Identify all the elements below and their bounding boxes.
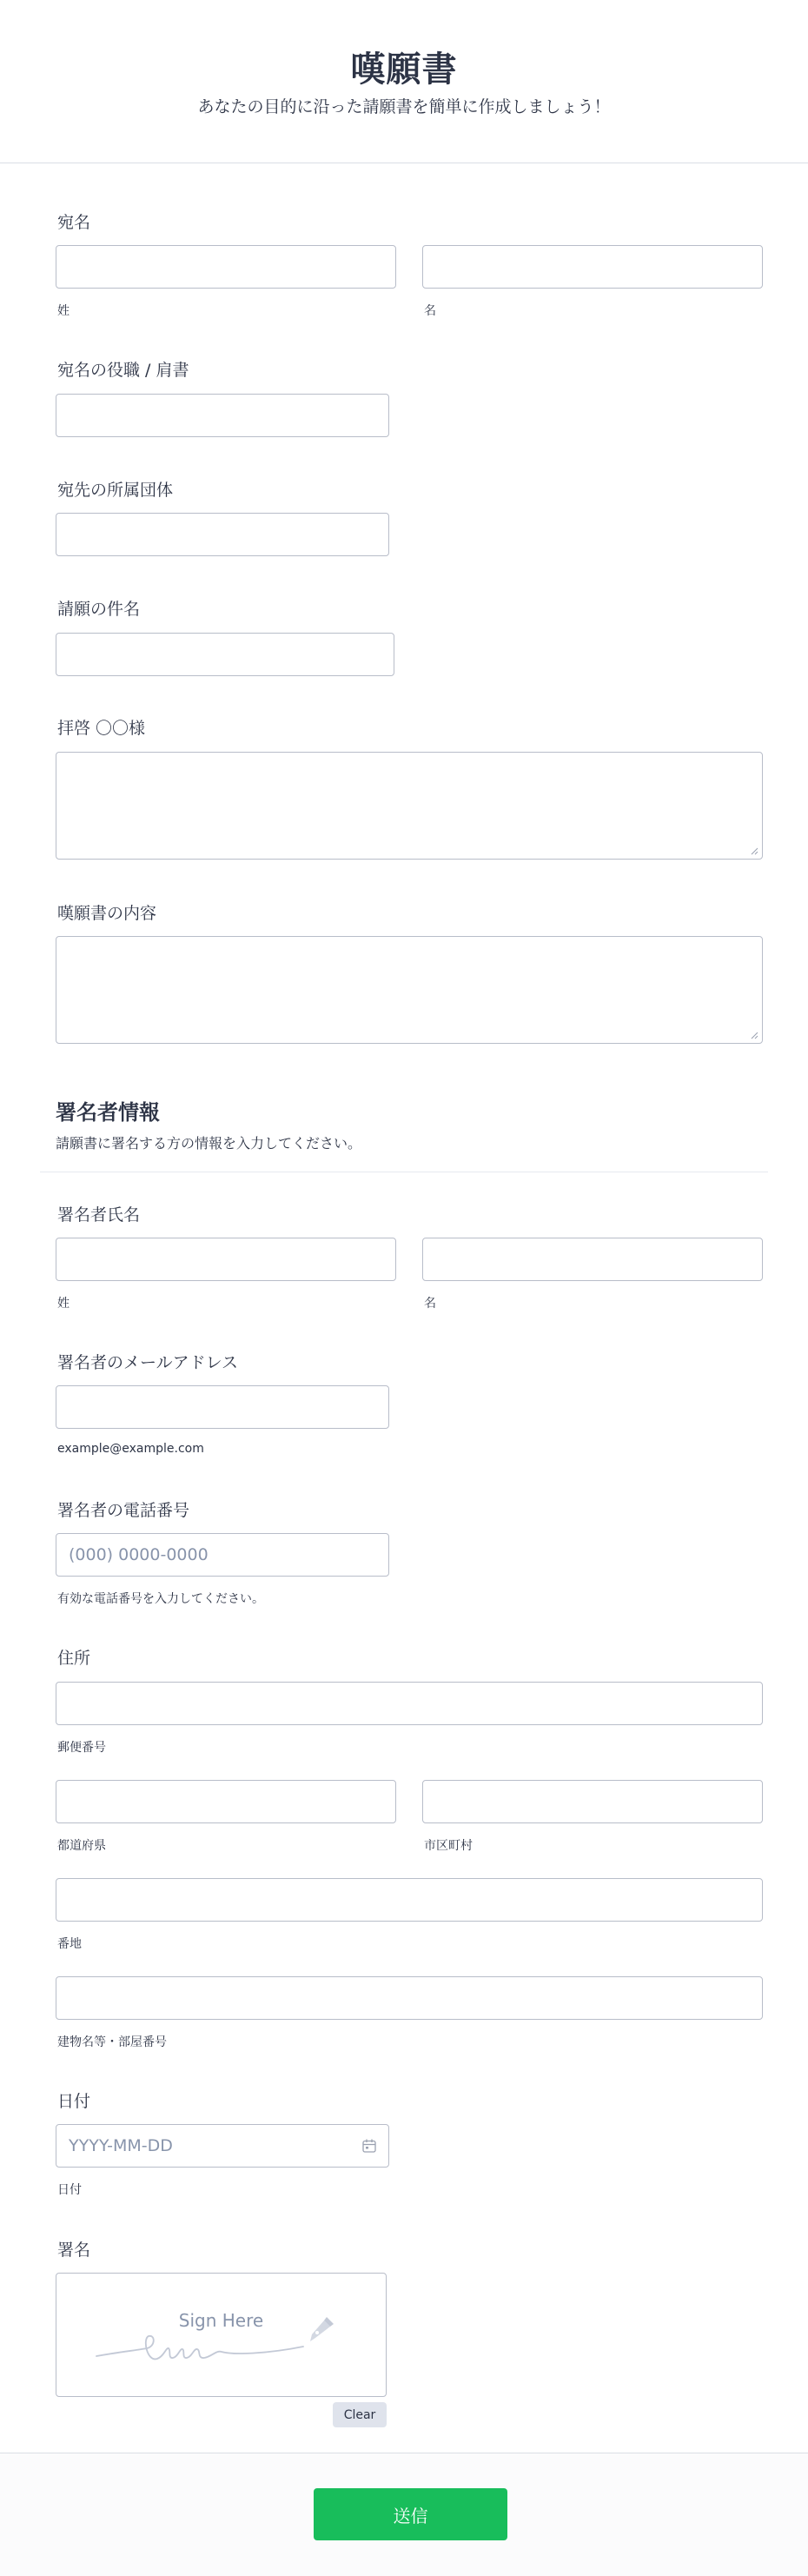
resize-handle-icon[interactable] [750,846,758,855]
signer-section-description: 請願書に署名する方の情報を入力してください。 [56,1135,362,1152]
address-label: 住所 [57,1649,91,1668]
city-input[interactable] [422,1780,763,1823]
date-label: 日付 [57,2092,91,2111]
form-header [0,0,808,163]
calendar-icon[interactable] [361,2138,377,2154]
date-input[interactable] [56,2124,389,2168]
salutation-label: 拝啓 〇〇様 [57,719,146,738]
prefecture-sublabel: 都道府県 [57,1839,106,1853]
form-title: 嘆願書 [350,50,458,90]
recipient-org-input[interactable] [56,513,389,556]
pen-nib-icon [303,2312,338,2347]
resize-handle-icon[interactable] [750,1031,758,1039]
signer-first-name-input[interactable] [422,1238,763,1281]
content-label: 嘆願書の内容 [57,904,157,923]
signature-label: 署名 [57,2241,91,2260]
building-sublabel: 建物名等・部屋番号 [57,2035,167,2049]
street-sublabel: 番地 [57,1937,82,1951]
recipient-last-sublabel: 姓 [57,304,70,318]
signer-section-title: 署名者情報 [56,1100,160,1125]
date-sublabel: 日付 [57,2183,82,2197]
signer-phone-sublabel: 有効な電話番号を入力してください。 [57,1592,264,1606]
form-subtitle: あなたの目的に沿った請願書を簡単に作成しましょう！ [197,97,611,116]
subject-input[interactable] [56,633,394,676]
signer-email-label: 署名者のメールアドレス [57,1353,239,1372]
building-input[interactable] [56,1976,763,2020]
recipient-title-input[interactable] [56,394,389,437]
prefecture-input[interactable] [56,1780,396,1823]
signer-email-sublabel: example@example.com [57,1442,204,1456]
recipient-first-name-input[interactable] [422,245,763,289]
recipient-org-label: 宛先の所属団体 [57,481,174,500]
signer-first-sublabel: 名 [424,1297,436,1311]
recipient-label: 宛名 [57,213,91,232]
postal-code-input[interactable] [56,1682,763,1725]
signature-prompt: Sign Here [178,2310,264,2331]
content-textarea[interactable] [56,936,763,1044]
signer-email-input[interactable] [56,1385,389,1429]
recipient-last-name-input[interactable] [56,245,396,289]
signature-clear-button[interactable]: Clear [333,2402,387,2427]
signer-last-sublabel: 姓 [57,1297,70,1311]
signer-phone-label: 署名者の電話番号 [57,1501,190,1520]
signer-name-label: 署名者氏名 [57,1205,141,1225]
signature-pad[interactable] [56,2273,387,2397]
street-input[interactable] [56,1878,763,1922]
salutation-textarea[interactable] [56,752,763,860]
recipient-title-label: 宛名の役職 / 肩書 [57,361,189,380]
city-sublabel: 市区町村 [424,1839,473,1853]
postal-code-sublabel: 郵便番号 [57,1741,106,1755]
signer-last-name-input[interactable] [56,1238,396,1281]
subject-label: 請願の件名 [57,600,141,619]
signer-phone-input[interactable] [56,1533,389,1577]
submit-button[interactable]: 送信 [314,2488,507,2540]
recipient-first-sublabel: 名 [424,304,436,318]
form-footer [0,2453,808,2576]
